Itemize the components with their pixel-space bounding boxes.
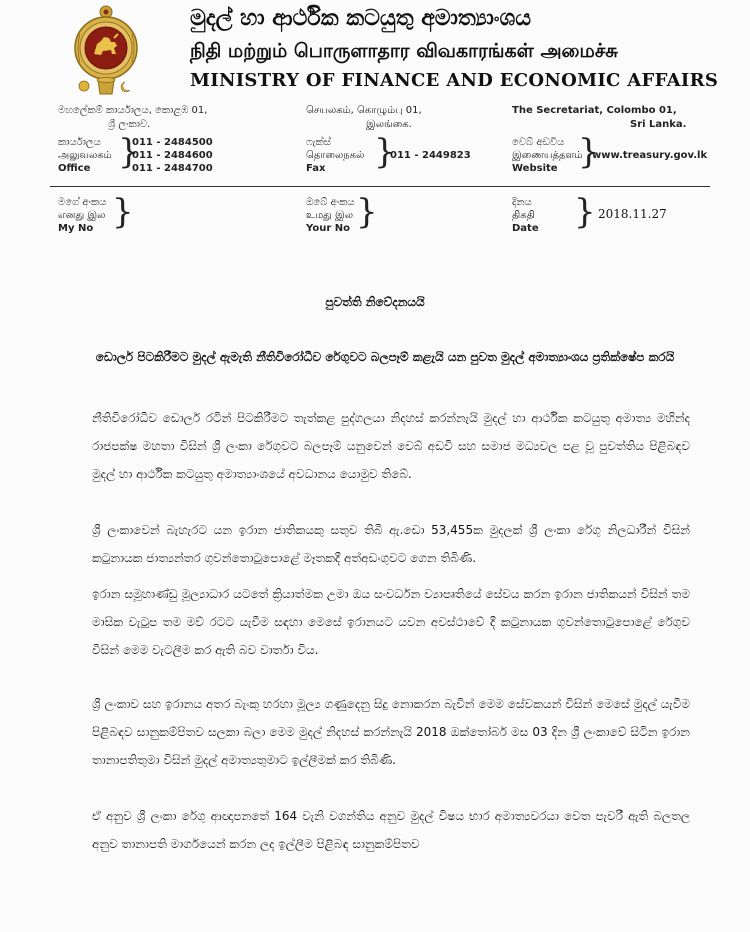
office-phone: 011 - 2484700	[132, 163, 213, 174]
address-line: இலங்கை.	[366, 119, 412, 130]
body-paragraph: ඒ අනුව ශ්‍රී ලංකා රේගු ආඥාපනතේ 164 වැනි වගන්තිය අනුව මුදල් විෂය භාර අමාත්‍යවරයා වෙත පැවරී ඇති බලතල අනුව තානාපති මාර්ගයෙන් කරන ලද ඉල්ලීම පිළිබඳ සානුකම්පිතව	[92, 809, 690, 851]
date-label-en: Date	[512, 223, 539, 234]
brace-icon: }	[574, 192, 596, 232]
letter-date: 2018.11.27	[598, 207, 667, 221]
fax-label-en: Fax	[306, 163, 326, 174]
fax-label-ta: தொலைநகல்	[306, 150, 365, 161]
fax-label-si: ෆැක්ස්	[306, 137, 331, 148]
fax-number: 011 - 2449823	[390, 150, 471, 161]
brace-icon: }	[578, 132, 600, 172]
address-sinhala	[58, 104, 207, 132]
document-title: පුවත්ති නිවේදනයයි	[325, 295, 425, 309]
office-phone: 011 - 2484600	[132, 150, 213, 161]
ministry-title-sinhala: මුදල් හා ආර්ථික කටයුතු අමාත්‍යාංශය	[190, 6, 532, 31]
address-english	[512, 104, 686, 132]
office-label-si: කාර්යාලය	[58, 137, 101, 148]
your-no-labels	[306, 196, 355, 235]
body-paragraph: ඉරාන සමූහාණ්ඩු මූල්‍යාධාර යටතේ ක්‍රියාත්මක උමා ඔය සංවර්ධන ව්‍යාපෘතියේ සේවය කරන ඉරාන ජාතිකයන් විසින් තම මාසික වැටුප තම මව් රටට යැවීම සඳහා මෙසේ ඉරානයට යවන අවස්ථාවේ දී කටුනායක ගුවන්තොටුපොළේ රේගුව විසින් මෙම වැටලීම කර ඇති බව වාර්තා විය.	[92, 587, 690, 657]
website-label-si: වෙබ් අඩවිය	[512, 137, 565, 148]
body-paragraph: ශ්‍රී ලංකාව සහ ඉරානය අතර බැංකු හරහා මූල්‍ය ගණුදෙනු සිදු නොකරන බැවින් මෙම සේවකයන් විසින් මෙසේ මුදල් යැවීම පිළිබඳව සානුකම්පිතව සලකා බලා මෙම මුදල් නිදහස් කරන්නැයි 2018 ඔක්තෝබර් මස 03 දින ශ්‍රී ලංකාවේ සිටින ඉරාන තානාපතිතුමා විසින් මුදල් අමාත්‍යතුමාට ඉල්ලීමක් කර තිබිණි.	[92, 697, 690, 767]
office-numbers	[132, 136, 213, 175]
your-no-label-ta: உமது இல	[306, 210, 353, 221]
your-no-label-si: ඔබේ අංකය	[306, 197, 355, 208]
brace-icon: }	[356, 192, 378, 232]
body-paragraph: නීතිවිරෝධීව ඩොලර් රටින් පිටකිරීමට තැත්කළ පුද්ගලයා නිදහස් කරන්නැයි මුදල් හා ආර්ථික කටයුතු අමාත්‍ය මහින්ද රාජපක්ෂ මහතා විසින් ශ්‍රී ලංකා රේගුවට බලපෑම් යනුවෙන් වෙබ් අඩවි සහ සමාජ මධ්‍යවල පළ වූ පුවත්තිය පිළිබඳව මුදල් හා ආර්ථික කටයුතු අමාත්‍යාංශයේ අවධානය යොමුව තිබේ.	[92, 411, 690, 481]
office-phone: 011 - 2484500	[132, 137, 213, 148]
press-release-headline: ඩොලර් පිටකිරීමට මුදල් ඇමැති නීතිවිරෝධීව රේගුවට බලපෑම් කළැයි යන පුවත මුදල් අමාත්‍යාංශය ප්‍රතික්ෂේප කරයි	[95, 350, 675, 364]
address-line: මහලේකම් කාර්යාලය, කොළඹ 01,	[58, 105, 208, 116]
address-tamil	[306, 104, 422, 132]
website-url: www.treasury.gov.lk	[592, 150, 708, 161]
website-label-en: Website	[512, 163, 558, 174]
fax-labels	[306, 136, 364, 175]
website-label-ta: இணையத்தளம்	[512, 150, 583, 161]
my-no-label-ta: எனது இல	[58, 210, 106, 221]
ministry-title-tamil: நிதி மற்றும் பொருளாதார விவகாரங்கள் அமைச்சு	[190, 40, 618, 62]
body-paragraph: ශ්‍රී ලංකාවෙන් බැහැරට යන ඉරාන ජාතිකයකු සතුව තිබී ඇ.ඩො 53,455ක මුදලක් ශ්‍රී ලංකා රේගු නිලධාරීන් විසින් කටුනායක ජාත්‍යන්තර ගුවන්තොටුපොළේ මෑතකදී අත්අඩංගුවට ගෙන තිබිණි.	[92, 523, 690, 565]
date-label-ta: திகதி	[512, 210, 535, 221]
address-line: Sri Lanka.	[630, 119, 687, 130]
my-no-labels	[58, 196, 106, 235]
my-no-label-en: My No	[58, 223, 94, 234]
address-line: செயலகம், கொழும்பு 01,	[306, 105, 422, 116]
your-no-label-en: Your No	[306, 223, 350, 234]
date-labels	[512, 196, 539, 235]
office-label-ta: அலுவலகம்	[58, 150, 112, 161]
sri-lanka-emblem	[70, 4, 142, 100]
brace-icon: }	[118, 132, 140, 172]
address-line: ශ්‍රී ලංකාව.	[108, 119, 151, 130]
header-divider	[50, 186, 710, 187]
ministry-title-english: MINISTRY OF FINANCE AND ECONOMIC AFFAIRS	[190, 70, 719, 91]
office-label-en: Office	[58, 163, 91, 174]
brace-icon: }	[112, 192, 134, 232]
my-no-label-si: මගේ අංකය	[58, 197, 107, 208]
brace-icon: }	[374, 132, 396, 172]
website-labels	[512, 136, 583, 175]
office-labels	[58, 136, 112, 175]
address-line: The Secretariat, Colombo 01,	[512, 105, 677, 116]
date-label-si: දිනය	[512, 197, 532, 208]
